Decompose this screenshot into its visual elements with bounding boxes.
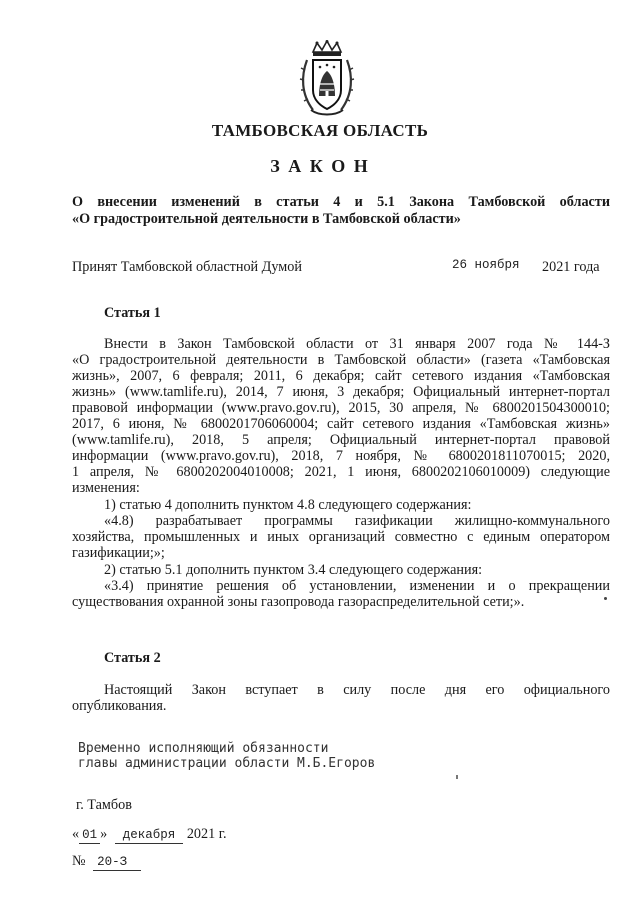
article-1-heading: Статья 1 (104, 305, 161, 321)
law-title-line-2: «О градостроительной деятельности в Тамбовской области» (72, 211, 461, 227)
number-value: 20-З (93, 854, 141, 871)
adoption-label: Принят Тамбовской областной Думой (72, 259, 302, 275)
signatory-position-line-1: Временно исполняющий обязанности (78, 741, 329, 756)
law-number (72, 853, 141, 871)
date-day: 01 (79, 827, 100, 844)
article-1-line: «4.8) разрабатывает программы газификации жилищно-коммунального (104, 513, 610, 529)
coat-of-arms-emblem (299, 40, 355, 118)
article-1-line: 1 апреля, № 6800202004010008; 2021, 1 июня, 6800202106010009) следующие (72, 464, 610, 480)
article-2-heading: Статья 2 (104, 650, 161, 666)
article-1-line: информации (www.pravo.gov.ru), 2018, 7 ноября, № 6800201811070015; 2020, (72, 448, 610, 464)
region-title: ТАМБОВСКАЯ ОБЛАСТЬ (211, 121, 429, 140)
article-1-line: жизнь», 2007, 6 февраля; 2011, 6 декабря; сайт сетевого издания «Тамбовская (72, 368, 610, 384)
article-1-line: (www.tamlife.ru), 2018, 5 апреля; Официальный интернет-портал правовой (72, 432, 610, 448)
date-open-quote: « (72, 826, 80, 842)
date-year: 2021 г. (186, 826, 227, 842)
date-month: декабря (115, 827, 184, 844)
article-1-line: «О градостроительной деятельности в Тамбовской области» (газета «Тамбовская (72, 352, 610, 368)
article-2-line: опубликования. (72, 698, 167, 714)
article-1-line: изменения: (72, 480, 140, 496)
city: г. Тамбов (76, 797, 132, 813)
adoption-day-month: 26 ноября (452, 258, 520, 272)
article-1-item-2: 2) статью 5.1 дополнить пунктом 3.4 следующего содержания: (104, 562, 483, 578)
article-1-line: жизнь» (www.tamlife.ru), 2014, 7 июня, 3 декабря; Официальный интернет-портал (72, 384, 610, 400)
signing-date (72, 826, 227, 844)
article-1-line: Внести в Закон Тамбовской области от 31 января 2007 года № 144-З (104, 336, 610, 352)
article-1-line: правовой информации (www.pravo.gov.ru), 2015, 30 апреля, № 6800201504300010; (72, 400, 610, 416)
article-1-line: «3.4) принятие решения об установлении, изменении и о прекращении (104, 578, 610, 594)
law-title-line-1: О внесении изменений в статьи 4 и 5.1 Закона Тамбовской области (72, 194, 610, 210)
document-type: З А К О Н (270, 156, 370, 176)
signatory-name: М.Б.Егоров (297, 756, 376, 771)
stray-mark (604, 597, 607, 600)
article-1-line: газификации;»; (72, 545, 165, 561)
article-2-line: Настоящий Закон вступает в силу после дня его официального (104, 682, 610, 698)
adoption-year: 2021 года (542, 259, 600, 275)
date-close-quote: » (100, 826, 108, 842)
signatory-position-line-2: главы администрации области (78, 756, 290, 771)
article-1-line: существования охранной зоны газопровода газораспределительной сети;». (72, 594, 525, 610)
stray-mark (456, 775, 458, 779)
article-1-line: 2017, 6 июня, № 6800201706060004; сайт сетевого издания «Тамбовская жизнь» (72, 416, 610, 432)
number-label: № (72, 853, 86, 869)
article-1-line: хозяйства, промышленных и иных организаций совместно с единым оператором (72, 529, 610, 545)
article-1-item-1: 1) статью 4 дополнить пунктом 4.8 следующего содержания: (104, 497, 472, 513)
